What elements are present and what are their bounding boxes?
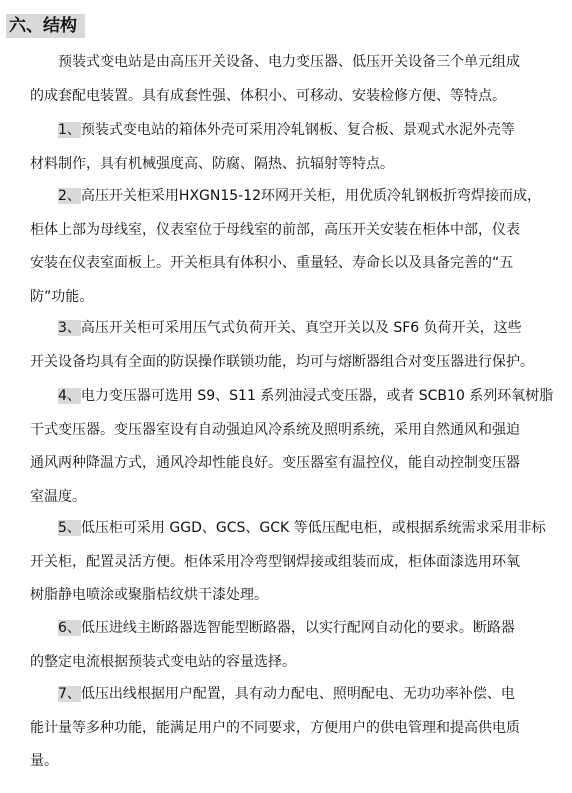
list-item-3 [30, 312, 558, 379]
paragraph-line: 能计量等多种功能，能满足用户的不同要求，方便用户的供电管理和提高供电质 [30, 719, 520, 736]
item-number: 6、 [58, 620, 81, 636]
item-number: 7、 [58, 686, 81, 702]
paragraph-line: 高压开关柜可采用压气式负荷开关、真空开关以及 SF6 负荷开关，这些 [80, 320, 522, 336]
item-number: 1、 [58, 122, 81, 138]
paragraph-line: 材料制作，具有机械强度高、防腐、隔热、抗辐射等特点。 [30, 155, 394, 172]
paragraph-line: 的成套配电装置。具有成套性强、体积小、可移动、安装检修方便、等特点。 [30, 87, 506, 104]
paragraph-line: 室温度。 [30, 488, 86, 505]
list-item-2 [30, 180, 558, 314]
paragraph-line: 低压出线根据用户配置，具有动力配电、照明配电、无功功率补偿、电 [80, 686, 515, 702]
paragraph-line: 柜体上部为母线室，仪表室位于母线室的前部，高压开关安装在柜体中部，仪表 [30, 221, 520, 238]
item-number: 5、 [58, 520, 81, 536]
paragraph-line: 低压进线主断路器选智能型断路器，以实行配网自动化的要求。断路器 [80, 620, 515, 636]
paragraph-line: 高压开关柜采用HXGN15-12环网开关柜，用优质冷轧钢板折弯焊接而成， [80, 188, 542, 204]
list-item-1 [30, 114, 558, 181]
paragraph-line: 预装式变电站是由高压开关设备、电力变压器、低压开关设备三个单元组成 [58, 54, 520, 70]
paragraph-line: 电力变压器可选用 S9、S11 系列油浸式变压器，或者 SCB10 系列环氧树脂 [80, 388, 554, 404]
item-number: 3、 [58, 320, 81, 336]
paragraph-line: 的整定电流根据预装式变电站的容量选择。 [30, 653, 296, 670]
list-item-7 [30, 678, 558, 779]
paragraph-line: 低压柜可采用 GGD、GCS、GCK 等低压配电柜，或根据系统需求采用非标 [80, 520, 546, 536]
paragraph-line: 干式变压器。变压器室设有自动强迫风冷系统及照明系统，采用自然通风和强迫 [30, 421, 520, 438]
paragraph-line: 开关设备均具有全面的防误操作联锁功能，均可与熔断器组合对变压器进行保护。 [30, 353, 534, 370]
paragraph-line: 量。 [30, 753, 58, 769]
list-item-4 [30, 380, 558, 514]
paragraph-line: 通风两种降温方式，通风冷却性能良好。变压器室有温控仪，能自动控制变压器 [30, 455, 520, 471]
item-number: 2、 [58, 188, 81, 204]
paragraph-line: 树脂静电喷涂或聚脂桔纹烘干漆处理。 [30, 587, 268, 603]
item-number: 4、 [58, 388, 81, 404]
intro-paragraph [30, 46, 558, 113]
paragraph-line: 开关柜，配置灵活方便。柜体采用冷弯型钢焊接或组装而成，柜体面漆选用环氧 [30, 553, 520, 570]
paragraph-line: 防”功能。 [30, 288, 94, 305]
list-item-5 [30, 512, 558, 613]
paragraph-line: 安装在仪表室面板上。开关柜具有体积小、重量轻、寿命长以及具备完善的“五 [30, 255, 514, 271]
paragraph-line: 预装式变电站的箱体外壳可采用冷轧钢板、复合板、景观式水泥外壳等 [80, 122, 515, 138]
section-heading: 六、结构 [6, 14, 85, 38]
list-item-6 [30, 612, 558, 679]
